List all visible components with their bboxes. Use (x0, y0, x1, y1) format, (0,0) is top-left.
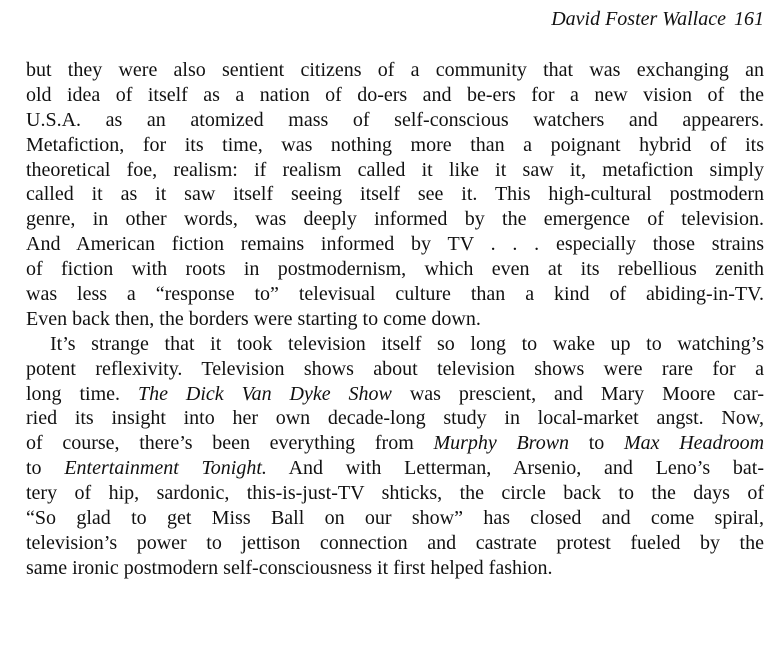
text-run: old idea of itself as a nation of do-ers and be-ers for a new vision of the (26, 83, 764, 106)
text-line (26, 232, 764, 257)
text-line (26, 58, 764, 83)
text-line (26, 481, 764, 506)
text-run: of fiction with roots in postmodernism, which even at its rebellious zenith (26, 258, 764, 281)
text-run: was less a “response to” televisual culture than a kind of abiding-in-TV. (26, 283, 764, 306)
text-run: potent reflexivity. Television shows about television shows were rare for a (26, 357, 764, 380)
text-line (26, 456, 764, 481)
text-line (26, 307, 764, 332)
text-run: to (26, 457, 65, 480)
text-line (26, 531, 764, 556)
text-line (26, 257, 764, 282)
text-run: of course, there’s been everything from (26, 432, 434, 455)
text-line (26, 133, 764, 158)
text-line (26, 556, 764, 581)
text-line (26, 282, 764, 307)
text-run: but they were also sentient citizens of a community that was exchanging an (26, 59, 764, 81)
text-line (26, 406, 764, 431)
text-run: called it as it saw itself seeing itself see it. This high-cultural postmodern (26, 183, 764, 206)
text-run: theoretical foe, realism: if realism called it like it saw it, metafiction simply (26, 158, 764, 181)
text-line (26, 357, 764, 382)
text-run: ried its insight into her own decade-long study in local-market angst. Now, (26, 407, 764, 430)
text-run: same ironic postmodern self-consciousness it first helped fashion. (26, 556, 553, 579)
italic-title: The Dick Van Dyke Show (137, 382, 392, 405)
text-run: genre, in other words, was deeply informed by the emergence of television. (26, 208, 764, 231)
book-page (26, 0, 764, 653)
italic-title: Max Headroom (623, 432, 765, 455)
text-run: It’s strange that it took television itself so long to wake up to watching’s (50, 332, 764, 355)
running-head (551, 8, 764, 31)
text-run: was prescient, and Mary Moore car- (391, 382, 765, 405)
text-run: to (569, 432, 624, 455)
body-text (26, 58, 764, 581)
text-run: “So glad to get Miss Ball on our show” has closed and come spiral, (26, 507, 764, 530)
text-run: U.S.A. as an atomized mass of self-conscious watchers and appearers. (26, 108, 764, 131)
text-run: Even back then, the borders were starting to come down. (26, 307, 481, 330)
running-head-author: David Foster Wallace (551, 8, 726, 30)
text-line (26, 382, 764, 407)
text-line (26, 431, 764, 456)
italic-title: Murphy Brown (433, 432, 570, 455)
text-run: tery of hip, sardonic, this-is-just-TV shticks, the circle back to the days of (26, 482, 764, 505)
text-line (26, 506, 764, 531)
text-line (26, 158, 764, 183)
page-number: 161 (734, 8, 764, 30)
text-line (26, 207, 764, 232)
text-run: And American fiction remains informed by TV . . . especially those strains (26, 233, 764, 256)
text-line (26, 332, 764, 357)
text-run: television’s power to jettison connection and castrate protest fueled by the (26, 531, 764, 554)
text-run: long time. (26, 382, 138, 405)
text-line (26, 83, 764, 108)
text-run: And with Letterman, Arsenio, and Leno’s bat- (266, 457, 764, 480)
text-line (26, 182, 764, 207)
italic-title: Entertainment Tonight. (64, 457, 267, 480)
text-run: Metafiction, for its time, was nothing more than a poignant hybrid of its (26, 133, 764, 156)
text-line (26, 108, 764, 133)
